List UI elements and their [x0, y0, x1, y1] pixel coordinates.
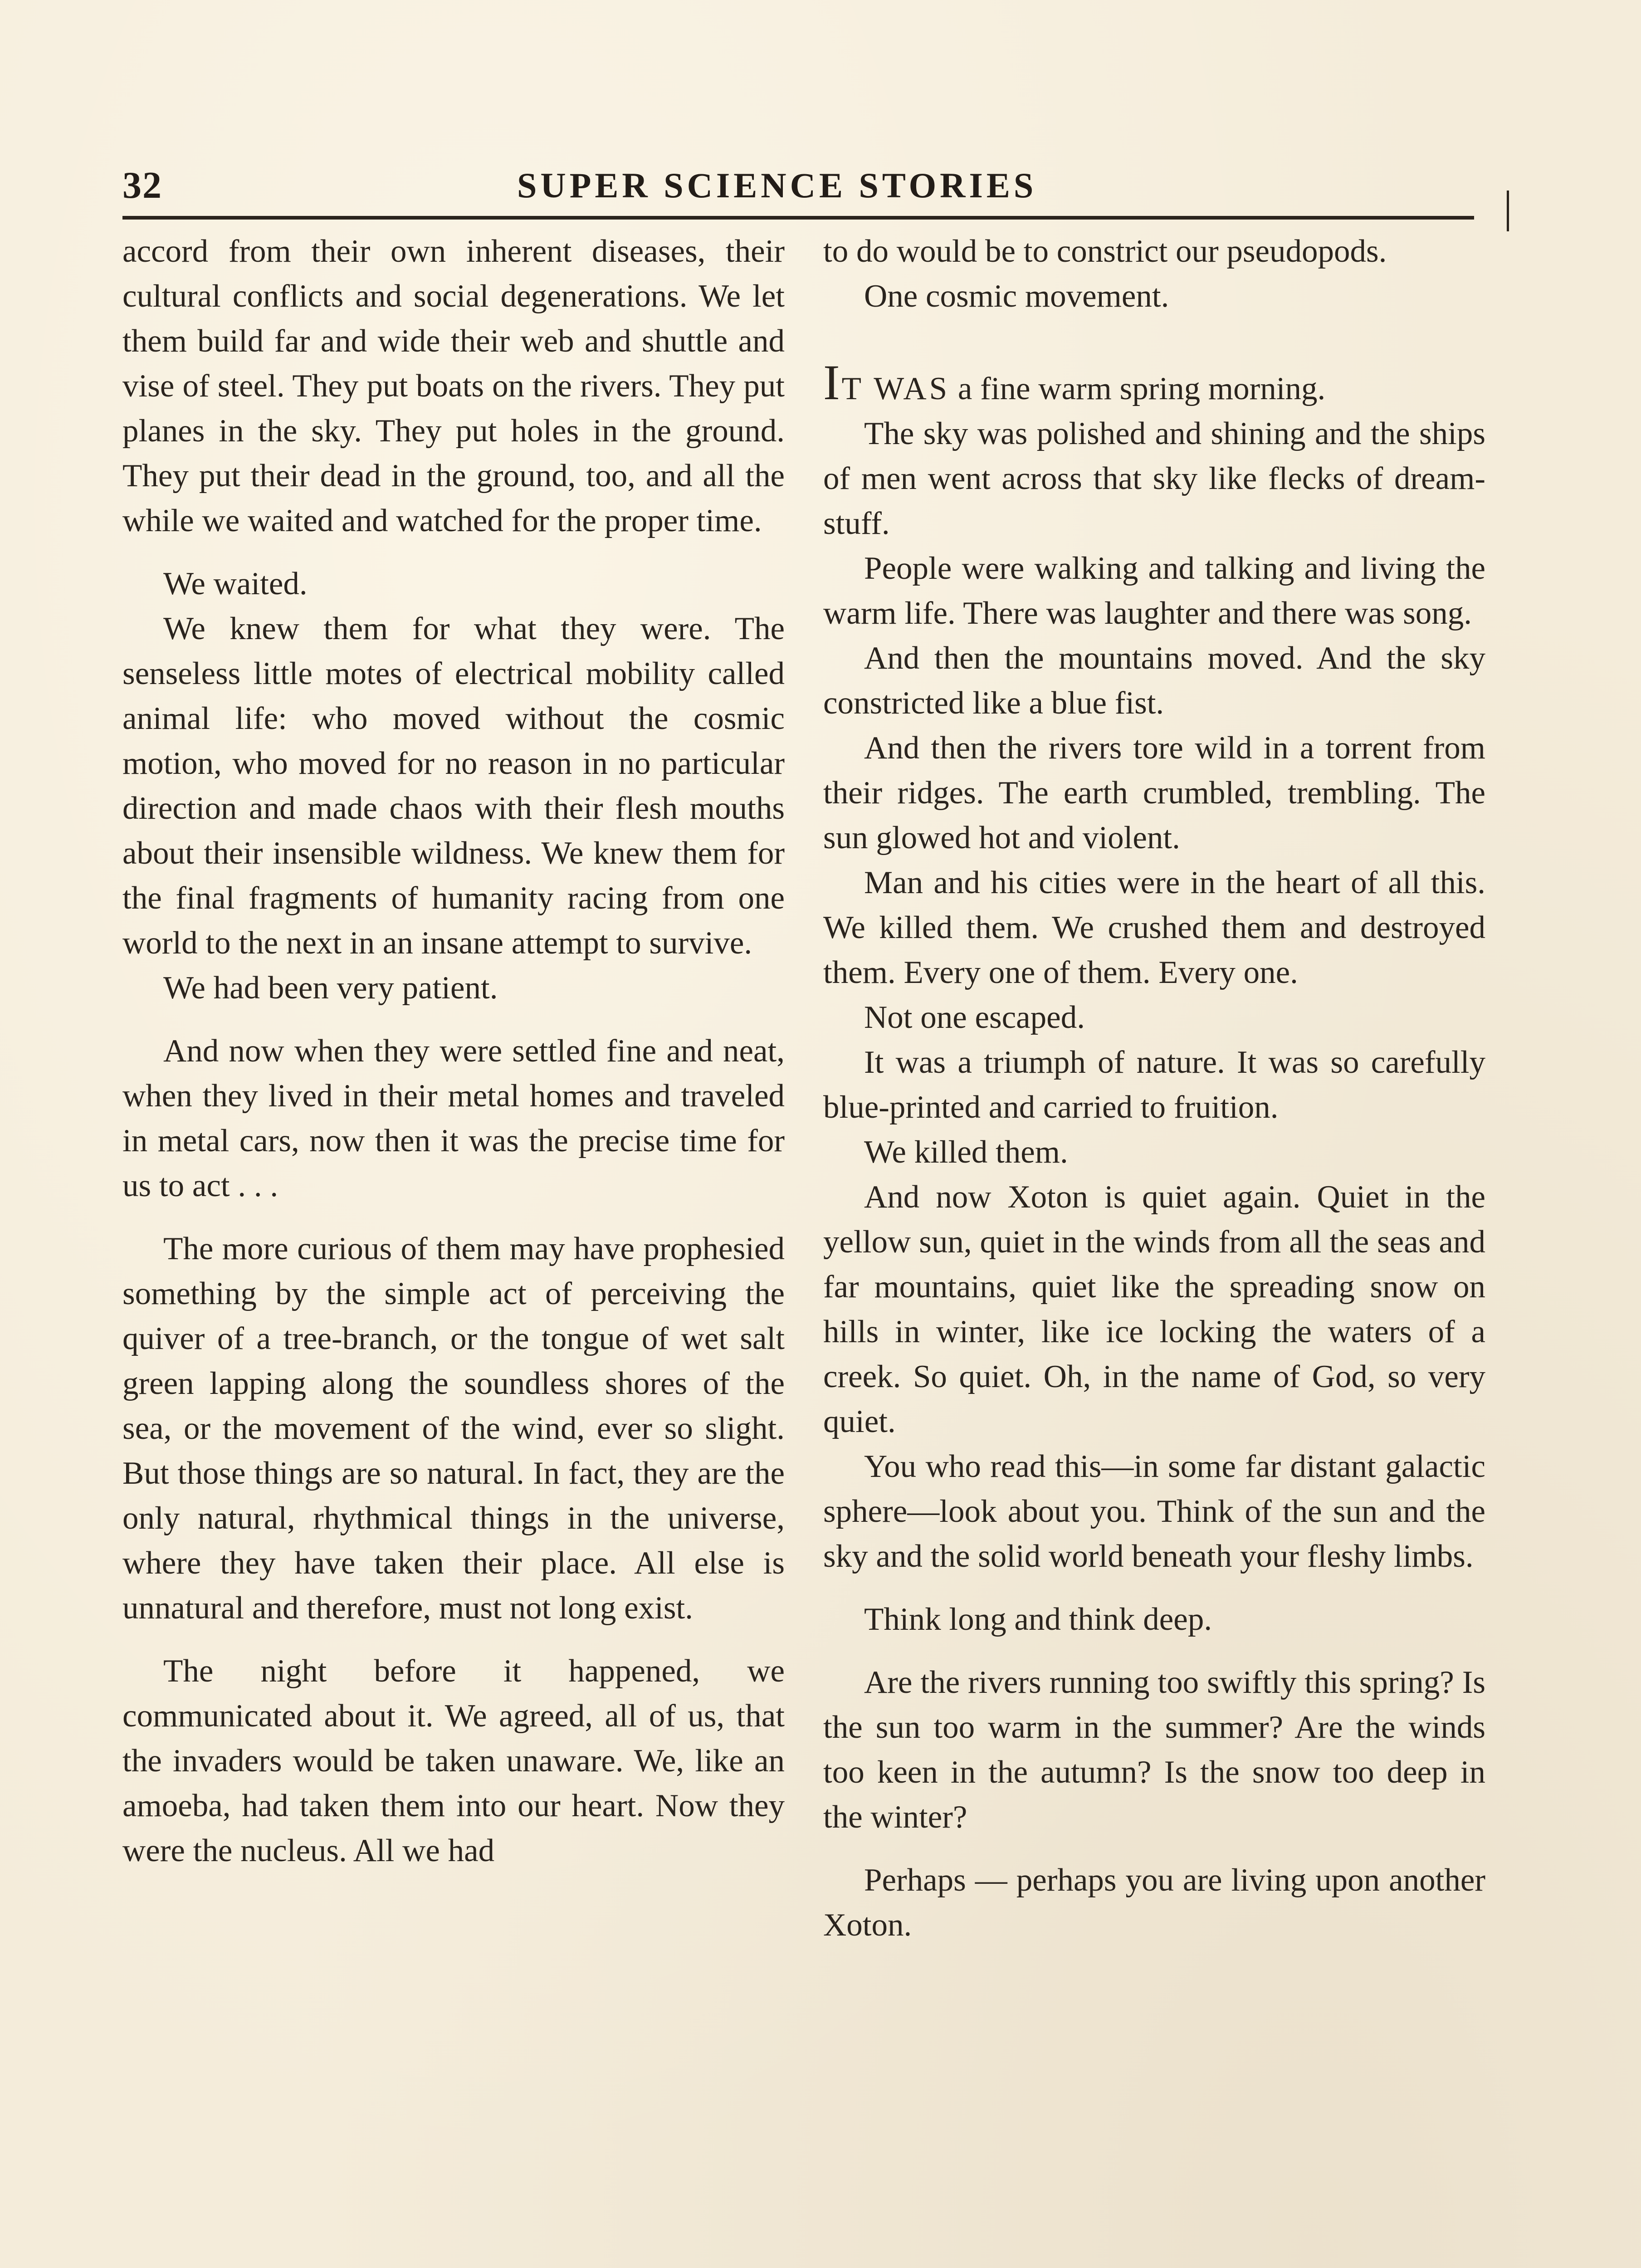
right-column: [823, 229, 1485, 1948]
paragraph: You who read this—in some far distant galactic sphere—look about you. Think of the sun and the sky and the solid world beneath your fleshy limbs.: [823, 1449, 1485, 1574]
paragraph: Are the rivers running too swiftly this spring? Is the sun too warm in the summer? Are the winds too keen in the autumn? Is the snow too deep in the winter?: [823, 1665, 1485, 1835]
section-opening-text: a fine warm spring morning.: [950, 371, 1326, 406]
paragraph: And then the mountains moved. And the sky constricted like a blue fist.: [823, 640, 1485, 721]
paragraph: The sky was polished and shining and the ships of men went across that sky like flecks of dream-stuff.: [823, 416, 1485, 541]
paragraph: The more curious of them may have prophesied something by the simple act of perceiving the quiver of a tree-branch, or the tongue of wet salt green lapping along the soundless shores of the sea, or the movement of the wind, ever so slight. But those things are so natural. In fact, they are the only natural, rhythmical things in the universe, where they have taken their place. All else is unnatural and therefore, must not long exist.: [122, 1231, 785, 1626]
paragraph: Perhaps — perhaps you are living upon another Xoton.: [823, 1862, 1485, 1943]
paragraph: One cosmic movement.: [864, 279, 1169, 314]
header-rule: [122, 216, 1474, 220]
paragraph: Not one escaped.: [864, 1000, 1085, 1035]
paragraph: We had been very patient.: [163, 970, 498, 1006]
left-column: [122, 229, 785, 1873]
header-mark: [1507, 191, 1509, 231]
page-header: [122, 163, 1479, 213]
running-title: SUPER SCIENCE STORIES: [517, 166, 1037, 205]
paragraph: We waited.: [163, 566, 308, 601]
paragraph: We knew them for what they were. The senseless little motes of electrical mobility called animal life: who moved without the cosmic motion, who moved for no reason in no particular direction and made chaos with their flesh mouths about their insensible wildness. We knew them for the final fragments of humanity racing from one world to the next in an insane attempt to survive.: [122, 611, 785, 961]
page-number: 32: [122, 164, 162, 206]
paragraph: It was a triumph of nature. It was so carefully blue-printed and carried to fruition.: [823, 1045, 1485, 1125]
paragraph: to do would be to constrict our pseudopods.: [823, 234, 1387, 269]
paragraph: People were walking and talking and living the warm life. There was laughter and there was song.: [823, 551, 1485, 631]
paragraph: And now Xoton is quiet again. Quiet in the yellow sun, quiet in the winds from all the seas and far mountains, quiet like the spreading snow on hills in winter, like ice locking the waters of a creek. So quiet. Oh, in the name of God, so very quiet.: [823, 1179, 1485, 1439]
paragraph: The night before it happened, we communicated about it. We agreed, all of us, that the invaders would be taken unaware. We, like an amoeba, had taken them into our heart. Now they were the nucleus. All we had: [122, 1653, 785, 1868]
paragraph: Man and his cities were in the heart of all this. We killed them. We crushed them and destroyed them. Every one of them. Every one.: [823, 865, 1485, 990]
drop-cap: I: [823, 355, 842, 410]
section-opening-paragraph: [823, 355, 1485, 411]
paragraph: Think long and think deep.: [864, 1602, 1212, 1637]
paragraph: And now when they were settled fine and neat, when they lived in their metal homes and traveled in metal cars, now then it was the precise time for us to act . . .: [122, 1033, 785, 1203]
paragraph: accord from their own inherent diseases, their cultural conflicts and social degenerations. We let them build far and wide their web and shuttle and vise of steel. They put boats on the rivers. They put planes in the sky. They put holes in the ground. They put their dead in the ground, too, and all the while we waited and watched for the proper time.: [122, 234, 785, 538]
paragraph: We killed them.: [864, 1134, 1068, 1170]
paragraph: And then the rivers tore wild in a torrent from their ridges. The earth crumbled, trembling. The sun glowed hot and violent.: [823, 730, 1485, 855]
section-smallcaps: T WAS: [841, 371, 950, 406]
